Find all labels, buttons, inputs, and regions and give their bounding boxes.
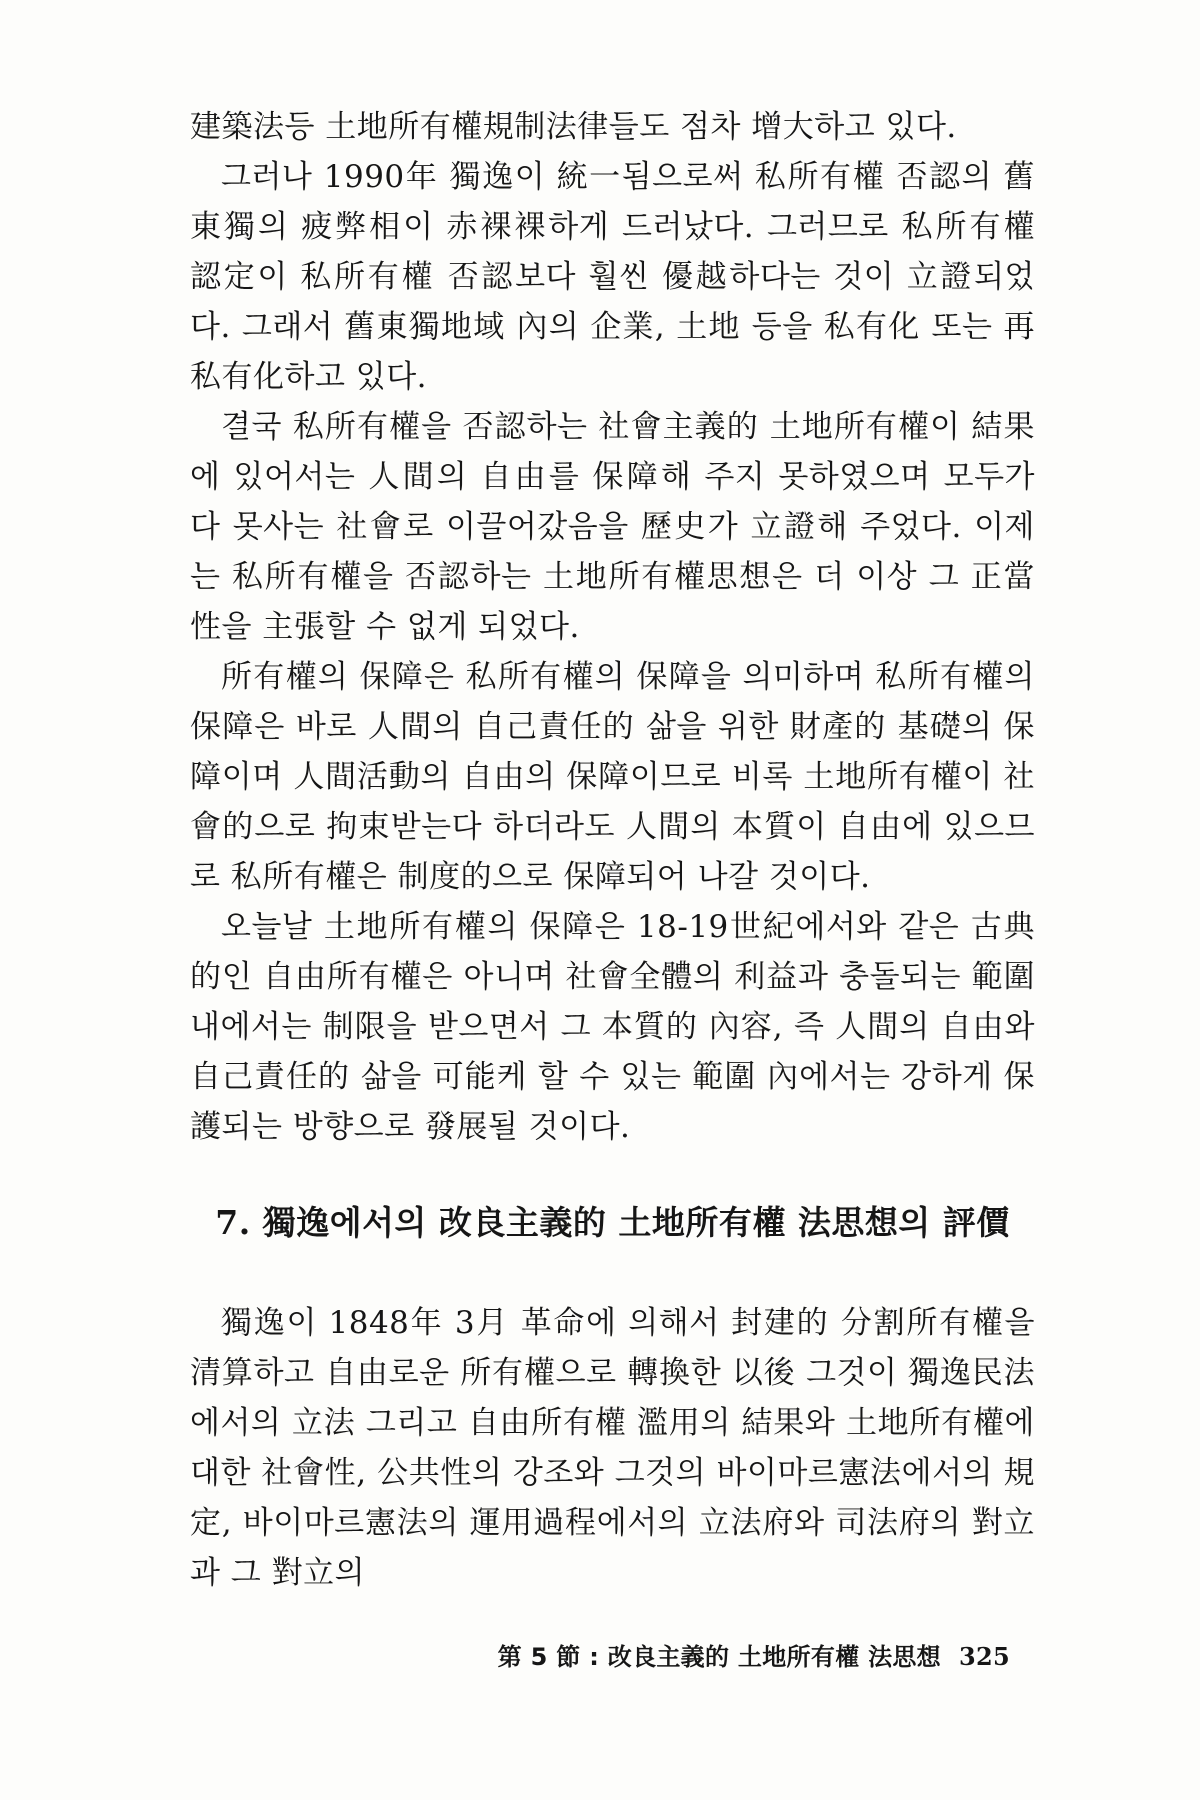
running-head: 第 5 節 : 改良主義的 土地所有權 法思想	[497, 1643, 941, 1671]
paragraph-section-intro: 獨逸이 1848年 3月 革命에 의해서 封建的 分割所有權을 清算하고 自由로운 所有權으로 轉換한 以後 그것이 獨逸民法에서의 立法 그리고 自由所有權 濫用의 結果와 土地所有權에 대한 社會性, 公共性의 강조와 그것의 바이마르憲法에서의 規定, 바이마르憲法의 運用過程에서의 立法府와 司法府의 對立과 그 對立의	[190, 1305, 1035, 1591]
running-footer	[190, 1642, 1010, 1672]
body-text	[190, 102, 1035, 1152]
page-number: 325	[959, 1642, 1010, 1671]
paragraph-socialist-ownership: 결국 私所有權을 否認하는 社會主義的 土地所有權이 結果에 있어서는 人間의 自由를 保障해 주지 못하였으며 모두가 다 못사는 社會로 이끌어갔음을 歷史가 立證해 주었다. 이제는 私所有權을 否認하는 土地所有權思想은 더 이상 그 正當性을 主張할 수 없게 되었다.	[190, 409, 1035, 645]
paragraph-modern-guarantee: 오늘날 土地所有權의 保障은 18-19世紀에서와 같은 古典的인 自由所有權은 아니며 社會全體의 利益과 충돌되는 範圍 내에서는 制限을 받으면서 그 本質的 內容, 즉 人間의 自由와 自己責任的 삶을 可能케 할 수 있는 範圍 內에서는 강하게 保護되는 방향으로 發展될 것이다.	[190, 909, 1035, 1145]
paragraph-ownership-guarantee: 所有權의 保障은 私所有權의 保障을 의미하며 私所有權의 保障은 바로 人間의 自己責任的 삶을 위한 財產的 基礎의 保障이며 人間活動의 自由의 保障이므로 비록 土地所有權이 社會的으로 拘束받는다 하더라도 人間의 本質이 自由에 있으므로 私所有權은 制度的으로 保障되어 나갈 것이다.	[190, 659, 1035, 895]
section-body	[190, 1298, 1035, 1598]
paragraph-reunification: 그러나 1990年 獨逸이 統一됨으로써 私所有權 否認의 舊東獨의 疲弊相이 赤裸裸하게 드러났다. 그러므로 私所有權 認定이 私所有權 否認보다 훨씬 優越하다는 것이 立證되었다. 그래서 舊東獨地域 內의 企業, 土地 등을 私有化 또는 再私有化하고 있다.	[190, 159, 1035, 395]
section-heading: 7. 獨逸에서의 改良主義的 土地所有權 法思想의 評價	[215, 1203, 1010, 1242]
paragraph-continuation: 建築法등 土地所有權規制法律들도 점차 增大하고 있다.	[190, 109, 957, 145]
